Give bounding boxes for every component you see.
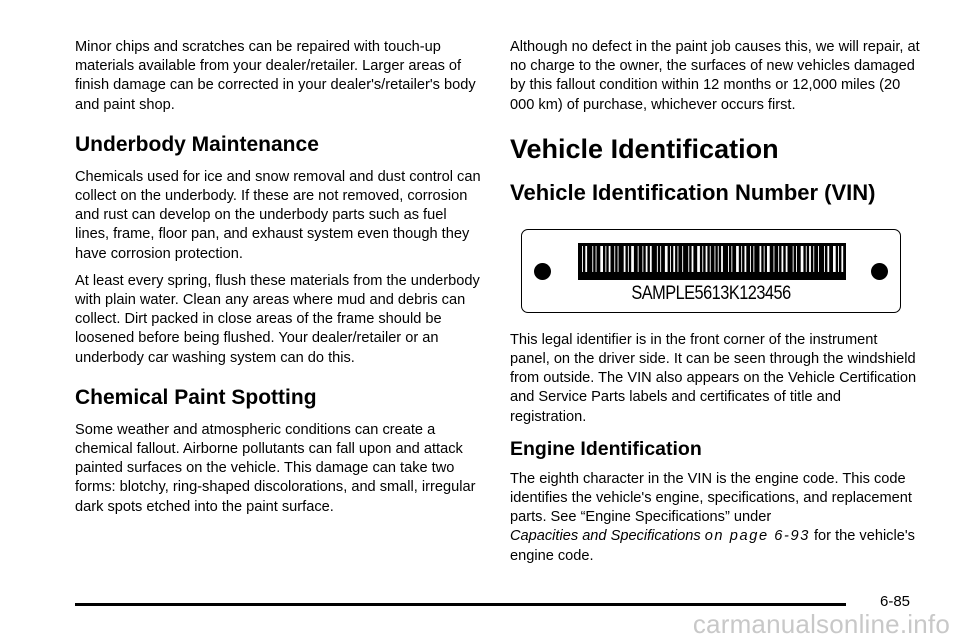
vin-heading: Vehicle Identification Number (VIN) (510, 179, 876, 205)
barcode-gap (642, 246, 643, 272)
barcode-gap (638, 246, 639, 272)
barcode-gap (778, 246, 779, 272)
barcode-gap (682, 246, 683, 272)
barcode-gap (665, 246, 668, 272)
underbody-paragraph-1: Chemicals used for ice and snow removal and dust control can collect on the underbody. If these are not removed, corrosion and rust can develop on the underbody parts such as fuel lines, frame, floor pan, and exhaust system even though they have corrosion protection. (75, 168, 481, 262)
right-rivet-icon (871, 263, 888, 280)
barcode-gap (646, 246, 648, 272)
barcode-gap (764, 246, 765, 272)
fallout-repair-paragraph: Although no defect in the paint job causes this, we will repair, at no charge to the owner, the surfaces of new vehicles damaged by this fallout condition within 12 months or 12,000 miles (20 000 km) of purchase, whichever occurs first. (510, 39, 920, 113)
barcode-gap (670, 246, 671, 272)
underbody-paragraph-2: At least every spring, flush these materials from the underbody with plain water. Clean any areas where mud and debris can collect. Dirt packed in close areas of the frame should be loosened before being flushed. Your dealer/retailer or an underbody car washing system can do this. (75, 272, 480, 366)
barcode-gap (614, 246, 615, 272)
barcode-gap (806, 246, 807, 272)
barcode-gap (824, 246, 825, 272)
barcode-gap (786, 246, 788, 272)
chemical-paint-spotting-heading: Chemical Paint Spotting (75, 385, 317, 409)
barcode-gap (774, 246, 775, 272)
barcode-gap (702, 246, 703, 272)
barcode-gap (592, 246, 593, 272)
engine-identification-paragraph (510, 470, 920, 566)
barcode-gap (692, 246, 694, 272)
barcode-gap (818, 246, 819, 272)
page-number: 6-85 (880, 593, 911, 610)
barcode-gap (609, 246, 611, 272)
capacities-reference-link[interactable]: Capacities and Specifications (510, 528, 701, 545)
watermark: carmanualsonline.info (692, 609, 950, 639)
barcode-gap (782, 246, 784, 272)
right-column (510, 38, 920, 574)
vin-plate-illustration (521, 229, 901, 313)
barcode-gap (796, 246, 797, 272)
left-rivet-icon (534, 263, 551, 280)
barcode-gap (660, 246, 661, 272)
barcode-gap (697, 246, 700, 272)
barcode-gap (833, 246, 836, 272)
barcode-gap (600, 246, 603, 272)
barcode-gap (618, 246, 619, 272)
barcode-gap (760, 246, 762, 272)
barcode-gap (838, 246, 839, 272)
barcode-gap (624, 246, 626, 272)
intro-paragraph: Minor chips and scratches can be repaired with touch-up materials available from your dealer/retailer. Larger areas of finish damage can be corrected in your dealer's/retailer's body and paint shop. (75, 39, 476, 113)
barcode-gap (673, 246, 675, 272)
barcode-gap (827, 246, 829, 272)
barcode-gap (721, 246, 723, 272)
barcode-gap (585, 246, 587, 272)
barcode-gap (728, 246, 729, 272)
barcode-gap (657, 246, 658, 272)
barcode-gap (813, 246, 814, 272)
chemical-paint-paragraph: Some weather and atmospheric conditions can create a chemical fallout. Airborne pollutants can fall upon and attack painted surfaces on the vehicle. This damage can take two forms: blotchy, ring-shaped discolorations, and small, irregular dark spots etched into the paint surface. (75, 421, 476, 515)
barcode-gap (650, 246, 652, 272)
barcode-gap (582, 246, 583, 272)
barcode-gap (801, 246, 804, 272)
barcode-graphic (578, 243, 846, 280)
barcode-gap (706, 246, 708, 272)
vin-barcode (578, 243, 846, 280)
barcode-gap (631, 246, 634, 272)
barcode-gap (710, 246, 711, 272)
barcode-gap (628, 246, 629, 272)
vin-plate-text: SAMPLE5613K123456 (631, 282, 791, 304)
barcode-gap (793, 246, 794, 272)
barcode-gap (688, 246, 689, 272)
vehicle-identification-heading: Vehicle Identification (510, 133, 779, 164)
barcode-gap (736, 246, 739, 272)
barcode-gap (718, 246, 719, 272)
barcode-gap (841, 246, 843, 272)
vin-location-paragraph: This legal identifier is in the front corner of the instrument panel, on the driver side. It can be seen through the windshield from outside. The VIN also appears on the Vehicle Certification and Service Parts labels and certificates of title and registration. (510, 331, 917, 425)
barcode-gap (678, 246, 679, 272)
engine-identification-heading: Engine Identification (510, 437, 702, 460)
reference-page[interactable]: on page 6-93 (704, 528, 810, 545)
underbody-maintenance-heading: Underbody Maintenance (75, 132, 319, 156)
barcode-gap (745, 246, 747, 272)
barcode-gap (715, 246, 716, 272)
barcode-gap (767, 246, 770, 272)
barcode-gap (753, 246, 754, 272)
barcode-gap (605, 246, 606, 272)
footer-rule (75, 603, 846, 606)
barcode-gap (741, 246, 742, 272)
engine-paragraph-start: The eighth character in the VIN is the engine code. This code identifies the vehicle's engine, specifications, and replacement parts. See “Engine Specifications” under (510, 470, 912, 526)
engine-paragraph-end: for the vehicle's engine code. (510, 528, 915, 564)
barcode-gap (731, 246, 732, 272)
barcode-gap (750, 246, 751, 272)
left-column (75, 38, 483, 525)
barcode-gap (809, 246, 811, 272)
barcode-gap (596, 246, 597, 272)
